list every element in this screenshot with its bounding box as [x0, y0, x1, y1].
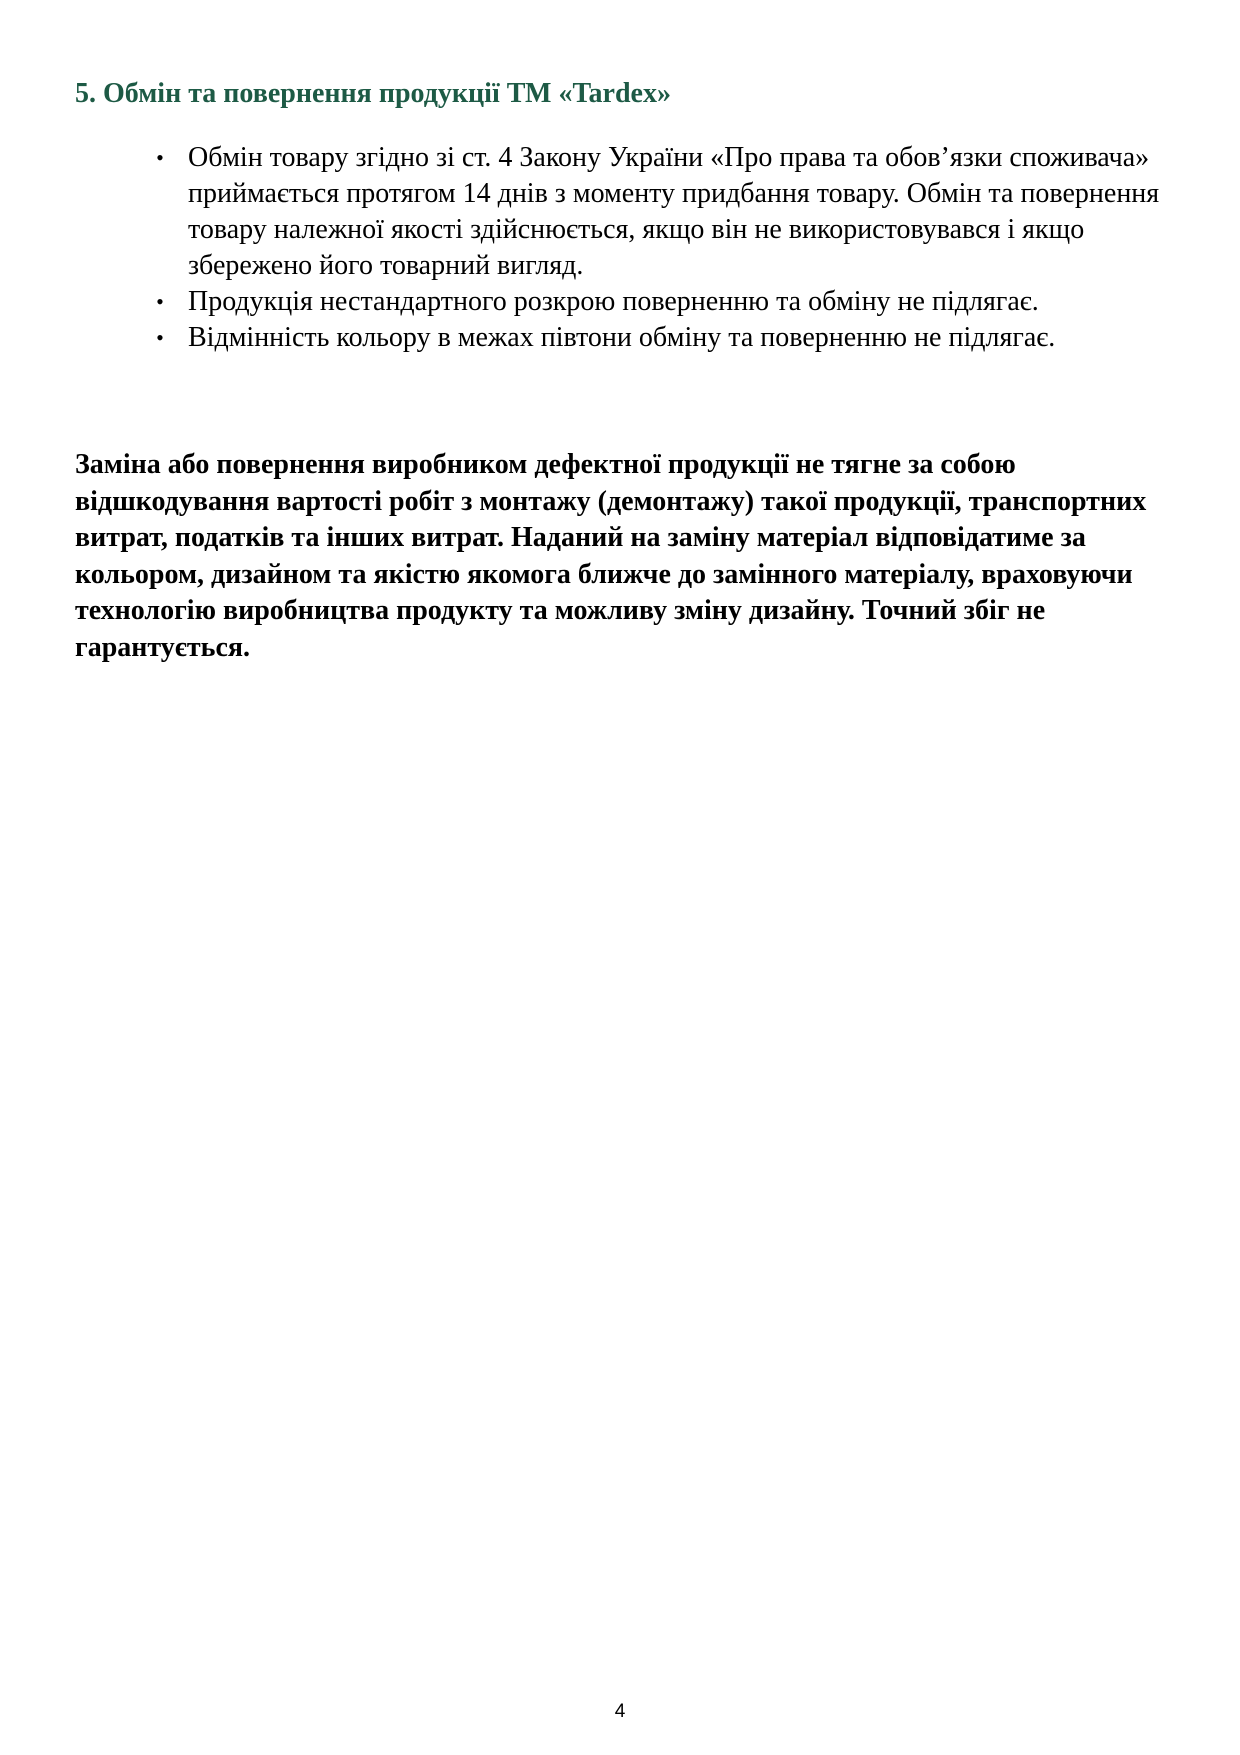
bullet-icon: • [156, 325, 164, 350]
list-item-text: Обмін товару згідно зі ст. 4 Закону України «Про права та обов’язки споживача» приймається протягом 14 днів з моменту придбання товару. Обмін та повернення товару належної якості здійснюється, якщо він не використовувався і якщо збережено його товарний вигляд. [188, 142, 1160, 281]
page-number: 4 [614, 1701, 626, 1722]
bullet-list [150, 140, 1190, 356]
list-item [150, 320, 1190, 356]
list-item-text: Відмінність кольору в межах півтони обміну та поверненню не підлягає. [188, 322, 1056, 353]
list-item [150, 140, 1190, 284]
section-heading: 5. Обмін та повернення продукції ТМ «Tardex» [75, 78, 671, 109]
list-item-text: Продукція нестандартного розкрою поверненню та обміну не підлягає. [188, 286, 1039, 317]
disclaimer-paragraph: Заміна або повернення виробником дефектної продукції не тягне за собою відшкодування вартості робіт з монтажу (демонтажу) такої продукції, транспортних витрат, податків та інших витрат. Наданий на заміну матеріал відповідатиме за кольором, дизайном та якістю якомога ближче до замінного матеріалу, враховуючи технологію виробництва продукту та можливу зміну дизайну. Точний збіг не гарантується. [75, 449, 1147, 663]
bullet-icon: • [156, 289, 164, 314]
bullet-icon: • [156, 145, 164, 170]
list-item [150, 284, 1190, 320]
